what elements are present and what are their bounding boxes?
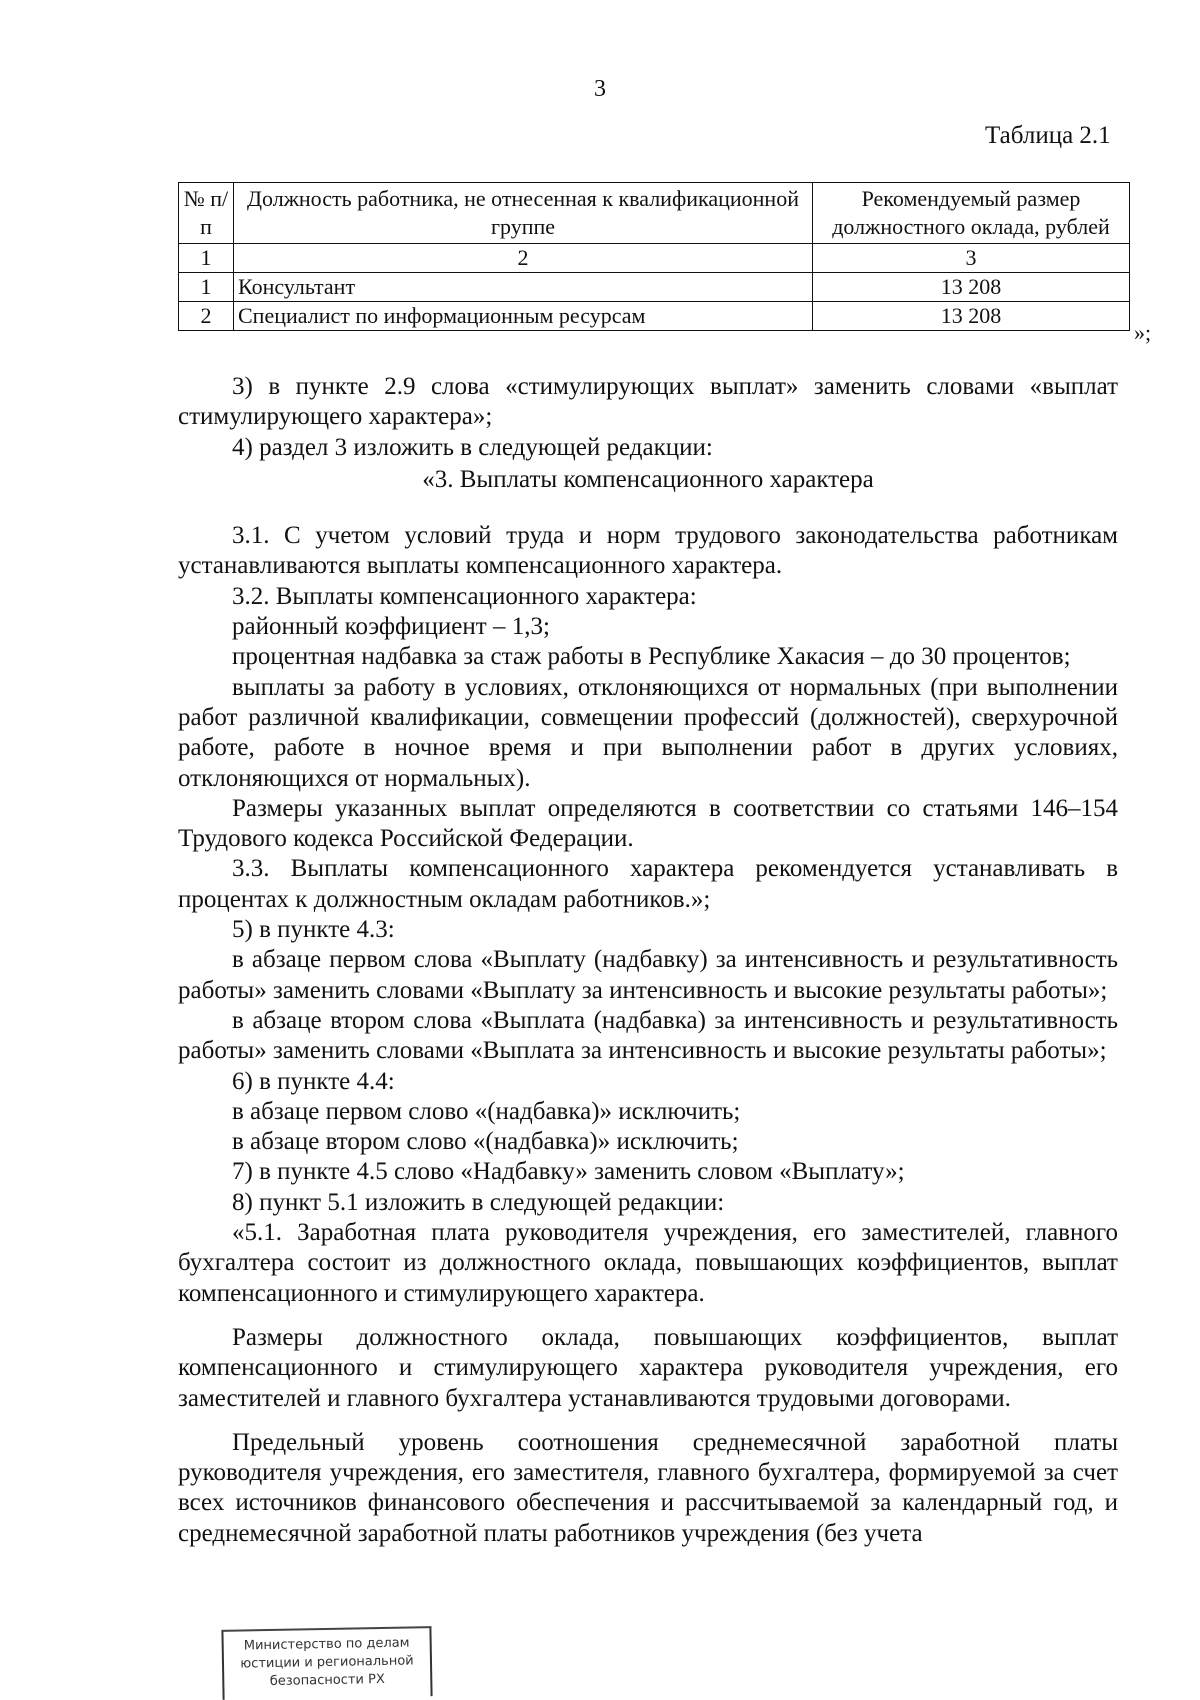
paragraph: 6) в пункте 4.4: bbox=[232, 1067, 395, 1095]
paragraph: 3.2. Выплаты компенсационного характера: bbox=[232, 582, 697, 610]
paragraph: Размеры должностного оклада, повышающих коэффициентов, выплат компенсационного и стимулирующего характера руководителя учреждения, его заместителей и главного бухгалтера устанавливаются трудовыми договорами. bbox=[178, 1323, 1118, 1412]
row-num: 1 bbox=[179, 273, 234, 302]
row-position: Консультант bbox=[234, 273, 813, 302]
paragraph: Предельный уровень соотношения среднемесячной заработной платы руководителя учреждения, его заместителя, главного бухгалтера, формируемой за счет всех источников финансового обеспечения и рассчитываемой за календарный год, и среднемесячной заработной платы работников учреждения (без учета bbox=[178, 1428, 1118, 1547]
paragraph: 4) раздел 3 изложить в следующей редакции: bbox=[232, 433, 713, 461]
table-title: Таблица 2.1 bbox=[985, 122, 1111, 149]
salary-table bbox=[178, 182, 1130, 331]
paragraph: районный коэффициент – 1,3; bbox=[232, 613, 550, 641]
paragraph: 8) пункт 5.1 изложить в следующей редакции: bbox=[232, 1188, 725, 1216]
stamp-line: Министерство по делам bbox=[243, 1635, 410, 1654]
paragraph: в абзаце первом слова «Выплату (надбавку) за интенсивность и результативность работы» заменить словами «Выплату за интенсивность и высокие результаты работы»; bbox=[178, 946, 1118, 1004]
paragraph: 7) в пункте 4.5 слово «Надбавку» заменить словом «Выплату»; bbox=[232, 1158, 905, 1186]
col-number-1: 1 bbox=[179, 244, 234, 273]
table-row bbox=[179, 302, 1130, 331]
table-row bbox=[179, 273, 1130, 302]
row-num: 2 bbox=[179, 302, 234, 331]
paragraph: 3.1. С учетом условий труда и норм трудового законодательства работникам устанавливаются выплаты компенсационного характера. bbox=[178, 522, 1118, 580]
paragraph: выплаты за работу в условиях, отклоняющихся от нормальных (при выполнении работ различной квалификации, совмещении профессий (должностей), сверхурочной работе, работе в ночное время и при выполнении работ в других условиях, отклоняющихся от нормальных). bbox=[178, 673, 1118, 792]
table-closing-mark: »; bbox=[1134, 320, 1152, 345]
section-heading: «3. Выплаты компенсационного характера bbox=[422, 465, 874, 493]
header-position: Должность работника, не отнесенная к квалификационной группе bbox=[234, 183, 813, 244]
col-number-3: 3 bbox=[813, 244, 1130, 273]
paragraph: Размеры указанных выплат определяются в соответствии со статьями 146–154 Трудового кодекса Российской Федерации. bbox=[178, 794, 1118, 853]
paragraph: 3) в пункте 2.9 слова «стимулирующих выплат» заменить словами «выплат стимулирующего характера»; bbox=[178, 373, 1118, 431]
paragraph: 5) в пункте 4.3: bbox=[232, 916, 395, 944]
paragraph: в абзаце втором слово «(надбавка)» исключить; bbox=[232, 1128, 739, 1156]
stamp-line: безопасности РХ bbox=[269, 1671, 385, 1689]
registration-stamp bbox=[221, 1626, 432, 1700]
col-number-2: 2 bbox=[234, 244, 813, 273]
page-number: 3 bbox=[594, 76, 606, 102]
paragraph: в абзаце втором слова «Выплата (надбавка) за интенсивность и результативность работы» заменить словами «Выплата за интенсивность и высокие результаты работы»; bbox=[178, 1006, 1118, 1065]
paragraph: «5.1. Заработная плата руководителя учреждения, его заместителей, главного бухгалтера состоит из должностного оклада, повышающих коэффициентов, выплат компенсационного и стимулирующего характера. bbox=[178, 1219, 1118, 1307]
paragraph: 3.3. Выплаты компенсационного характера рекомендуется устанавливать в процентах к должностным окладам работников.»; bbox=[178, 855, 1118, 913]
paragraph: процентная надбавка за стаж работы в Республике Хакасия – до 30 процентов; bbox=[232, 643, 1071, 671]
header-num: № п/п bbox=[179, 183, 234, 244]
row-salary: 13 208 bbox=[813, 273, 1130, 302]
table-header-row bbox=[179, 183, 1130, 244]
row-position: Специалист по информационным ресурсам bbox=[234, 302, 813, 331]
stamp-line: юстиции и региональной bbox=[240, 1653, 414, 1672]
document-body bbox=[178, 372, 1118, 1549]
paragraph: в абзаце первом слово «(надбавка)» исключить; bbox=[232, 1097, 741, 1125]
table-column-numbers-row bbox=[179, 244, 1130, 273]
header-salary: Рекомендуемый размер должностного оклада, рублей bbox=[813, 183, 1130, 244]
row-salary: 13 208 bbox=[813, 302, 1130, 331]
